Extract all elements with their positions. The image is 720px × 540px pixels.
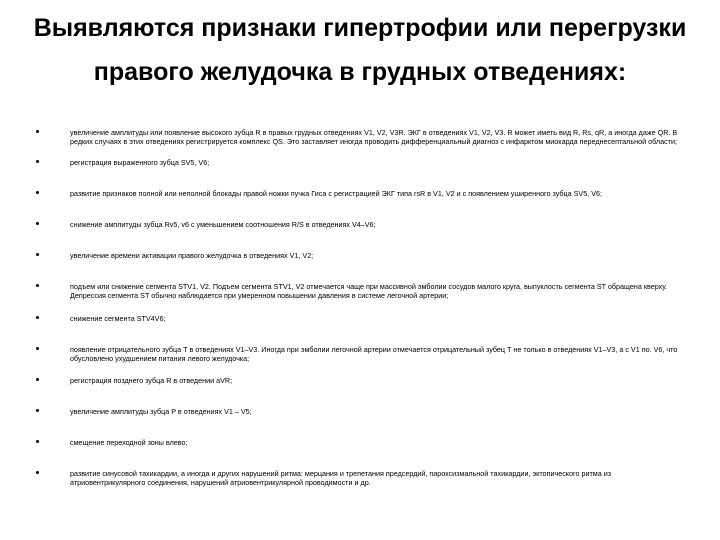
bullet-item: [36, 438, 684, 447]
bullet-text: снижение сегмента STV4V6;: [70, 314, 166, 323]
bullet-text: увеличение амплитуды или появление высокого зубца R в правых грудных отведениях V1, V2, V3R. ЭКГ в отведениях V1, V2, V3. R может иметь вид R, Rs, qR, а иногда даже QR. В редких случаях в этих отведениях регистрируется комплекс QS. Это заставляет иногда проводить дифференциальный диагноз с инфарктом миокарда переднесептальной области;: [70, 128, 678, 146]
bullet-text: развитие признаков полной или неполной блокады правой ножки пучка Гиса с регистрацией ЭКГ типа rsR в V1, V2 и с появлением уширенного зубца SV5, V6;: [70, 189, 603, 198]
bullet-dot-icon: [36, 253, 39, 256]
bullet-dot-icon: [36, 191, 39, 194]
bullet-item: [36, 314, 684, 323]
bullet-item: [36, 251, 684, 260]
bullet-dot-icon: [36, 222, 39, 225]
bullet-text: регистрация позднего зубца R в отведении aVR;: [70, 376, 233, 385]
bullet-text: снижение амплитуды зубца Rv5, v6 с уменьшением соотношения R/S в отведениях V4–V6;: [70, 220, 376, 229]
bullet-dot-icon: [36, 284, 39, 287]
bullet-text: смещение переходной зоны влево;: [70, 438, 188, 447]
bullet-dot-icon: [36, 316, 39, 319]
bullet-text: увеличение времени активации правого желудочка в отведениях V1, V2;: [70, 251, 314, 260]
bullet-item: [36, 128, 684, 146]
bullet-item: [36, 376, 684, 385]
bullet-dot-icon: [36, 440, 39, 443]
slide-title: Выявляются признаки гипертрофии или перегрузки правого желудочка в грудных отведениях:: [33, 14, 687, 86]
bullet-text: регистрация выраженного зубца SV5, V6;: [70, 158, 210, 167]
bullet-item: [36, 345, 684, 363]
bullet-item: [36, 282, 684, 300]
bullet-item: [36, 469, 684, 487]
bullet-item: [36, 407, 684, 416]
bullet-dot-icon: [36, 471, 39, 474]
bullet-dot-icon: [36, 378, 39, 381]
bullet-text: появление отрицательного зубца Т в отведениях V1–V3. Иногда при эмболии легочной артерии отмечается отрицательный зубец Т не только в отведениях V1–V3, а с V1 по. V6, что обусловлено ухудшением питания левого желудочка;: [70, 345, 678, 363]
bullet-item: [36, 189, 684, 198]
bullet-item: [36, 158, 684, 167]
bullet-dot-icon: [36, 160, 39, 163]
bullet-dot-icon: [36, 409, 39, 412]
bullet-dot-icon: [36, 130, 39, 133]
bullet-text: развитие синусовой тахикардии, а иногда и других нарушений ритма: мерцания и трепетания предсердий, пароксизмальной тахикардии, эктопического ритма из атриовентрикулярного соединения, нарушений атриовентрикулярной проводимости и др.: [70, 469, 612, 487]
bullet-text: увеличение амплитуды зубца P в отведениях V1 – V5;: [70, 407, 252, 416]
bullet-item: [36, 220, 684, 229]
bullet-text: подъем или снижение сегмента STV1, V2. Подъем сегмента STV1, V2 отмечается чаще при массивной эмболии сосудов малого круга, выпуклость сегмента ST обращена кверху. Депрессия сегмента ST обычно наблюдается при умеренном повышении давления в системе легочной артерии;: [70, 282, 668, 300]
bullet-dot-icon: [36, 347, 39, 350]
bullet-list: [36, 128, 684, 487]
